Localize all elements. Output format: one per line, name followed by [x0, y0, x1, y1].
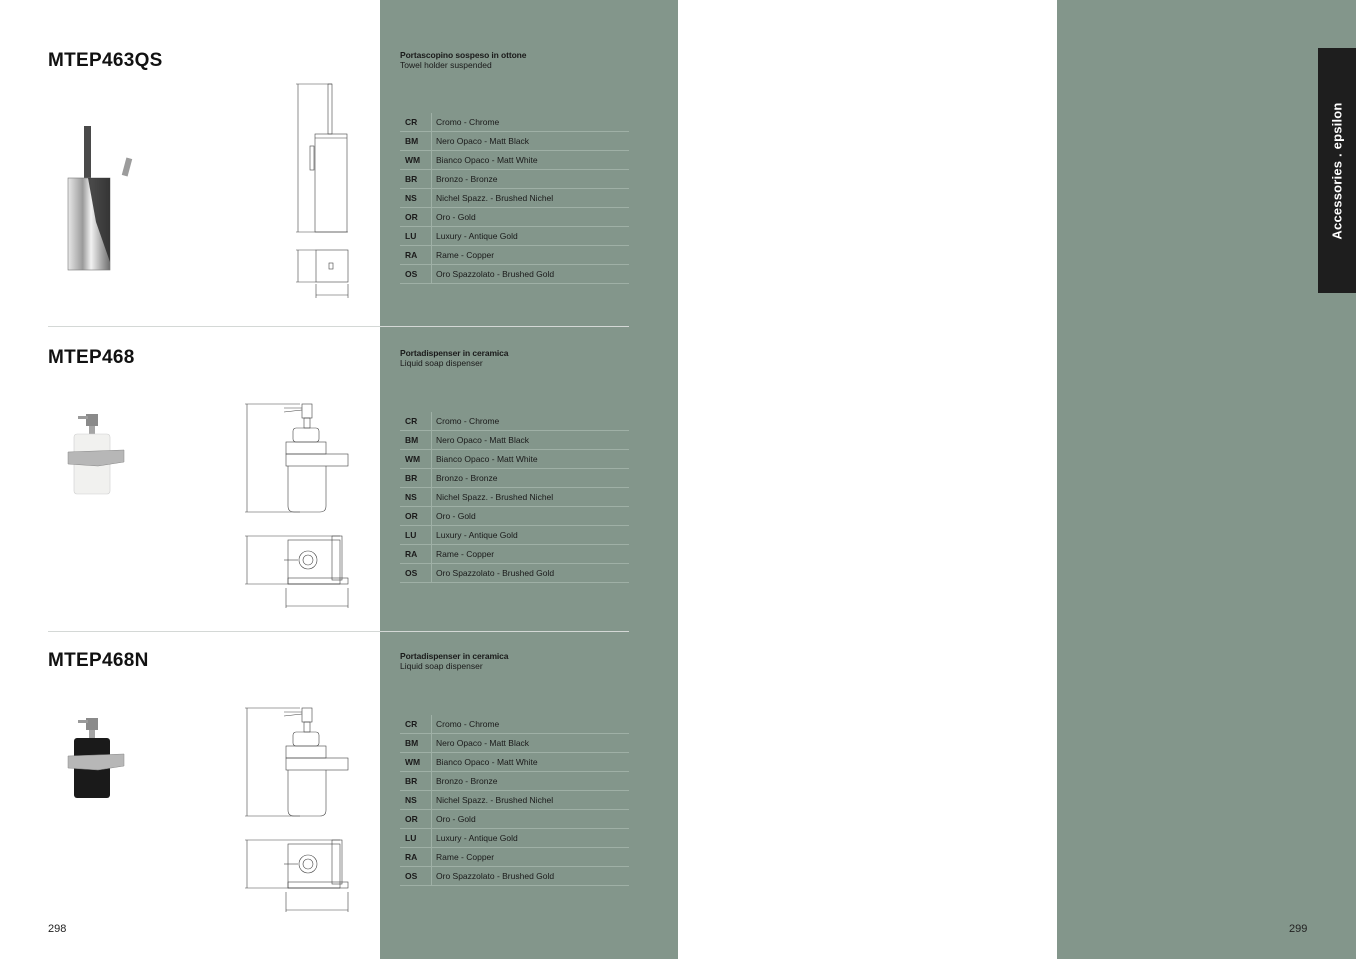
finish-code: LU — [405, 530, 417, 540]
finish-row — [400, 848, 629, 867]
finish-row — [400, 170, 629, 189]
product-description — [400, 348, 508, 368]
finish-row — [400, 151, 629, 170]
finish-row — [400, 715, 629, 734]
finish-row — [400, 772, 629, 791]
finish-name: Nero Opaco - Matt Black — [431, 132, 529, 150]
finish-table — [400, 715, 629, 886]
finish-code: LU — [405, 833, 417, 843]
finish-row — [400, 132, 629, 151]
finish-name: Oro Spazzolato - Brushed Gold — [431, 564, 554, 582]
description-english: Liquid soap dispenser — [400, 358, 483, 368]
finish-name: Rame - Copper — [431, 246, 494, 264]
finish-name: Cromo - Chrome — [431, 113, 499, 131]
finish-code: OR — [405, 212, 418, 222]
page-number-right: 299 — [1289, 923, 1308, 935]
product-description — [400, 50, 526, 70]
finish-code: CR — [405, 117, 418, 127]
finish-row — [400, 753, 629, 772]
description-italian: Portadispenser in ceramica — [400, 651, 509, 661]
finish-code: BM — [405, 435, 419, 445]
finish-row — [400, 246, 629, 265]
finish-name: Nichel Spazz. - Brushed Nichel — [431, 791, 553, 809]
finish-code: OR — [405, 814, 418, 824]
finish-row — [400, 526, 629, 545]
finish-code: CR — [405, 719, 418, 729]
product-separator — [48, 631, 629, 632]
finish-row — [400, 469, 629, 488]
finish-row — [400, 208, 629, 227]
finish-name: Luxury - Antique Gold — [431, 526, 518, 544]
finish-row — [400, 507, 629, 526]
finish-name: Oro Spazzolato - Brushed Gold — [431, 265, 554, 283]
finish-code: LU — [405, 231, 417, 241]
finish-code: OS — [405, 871, 418, 881]
finish-name: Oro - Gold — [431, 507, 476, 525]
finish-row — [400, 829, 629, 848]
finish-name: Cromo - Chrome — [431, 412, 499, 430]
finish-name: Bronzo - Bronze — [431, 469, 497, 487]
finish-row — [400, 867, 629, 886]
finish-code: NS — [405, 795, 417, 805]
finish-name: Nero Opaco - Matt Black — [431, 734, 529, 752]
product-photo-soap-dispenser — [66, 410, 130, 498]
technical-drawing — [240, 704, 352, 914]
finish-row — [400, 227, 629, 246]
product-code: MTEP468 — [48, 347, 135, 368]
finish-code: BR — [405, 473, 418, 483]
finish-row — [400, 810, 629, 829]
finish-name: Bronzo - Bronze — [431, 772, 497, 790]
description-english: Towel holder suspended — [400, 60, 492, 70]
finish-name: Nichel Spazz. - Brushed Nichel — [431, 488, 553, 506]
finish-name: Bianco Opaco - Matt White — [431, 450, 538, 468]
finish-row — [400, 450, 629, 469]
finish-code: BR — [405, 174, 418, 184]
finish-name: Rame - Copper — [431, 848, 494, 866]
finish-name: Bronzo - Bronze — [431, 170, 497, 188]
finish-name: Luxury - Antique Gold — [431, 829, 518, 847]
finish-row — [400, 791, 629, 810]
finish-table — [400, 113, 629, 284]
product-photo-soap-dispenser-black — [66, 714, 130, 802]
technical-drawing — [292, 80, 356, 304]
finish-name: Bianco Opaco - Matt White — [431, 151, 538, 169]
finish-code: OR — [405, 511, 418, 521]
section-tab — [1318, 48, 1356, 293]
product-code: MTEP463QS — [48, 50, 163, 71]
finish-row — [400, 545, 629, 564]
finish-table — [400, 412, 629, 583]
finish-name: Nichel Spazz. - Brushed Nichel — [431, 189, 553, 207]
finish-code: RA — [405, 852, 418, 862]
description-english: Liquid soap dispenser — [400, 661, 483, 671]
finish-row — [400, 488, 629, 507]
finish-name: Oro - Gold — [431, 810, 476, 828]
finish-row — [400, 265, 629, 284]
finish-code: RA — [405, 549, 418, 559]
finish-code: BM — [405, 136, 419, 146]
finish-name: Cromo - Chrome — [431, 715, 499, 733]
finish-row — [400, 564, 629, 583]
finish-name: Rame - Copper — [431, 545, 494, 563]
page-number-left: 298 — [48, 923, 67, 935]
finish-code: WM — [405, 155, 421, 165]
finish-row — [400, 189, 629, 208]
description-italian: Portascopino sospeso in ottone — [400, 50, 527, 60]
finish-code: OS — [405, 269, 418, 279]
product-code: MTEP468N — [48, 650, 149, 671]
technical-drawing — [240, 400, 352, 610]
finish-row — [400, 113, 629, 132]
finish-code: BM — [405, 738, 419, 748]
finish-name: Oro - Gold — [431, 208, 476, 226]
finish-name: Luxury - Antique Gold — [431, 227, 518, 245]
finish-code: RA — [405, 250, 418, 260]
section-tab-label: Accessories . epsilon — [1329, 101, 1345, 240]
product-photo-brush-holder — [64, 122, 136, 274]
finish-row — [400, 412, 629, 431]
finish-code: NS — [405, 193, 417, 203]
description-italian: Portadispenser in ceramica — [400, 348, 509, 358]
finish-code: OS — [405, 568, 418, 578]
finish-code: WM — [405, 757, 421, 767]
product-separator — [48, 326, 629, 327]
finish-name: Nero Opaco - Matt Black — [431, 431, 529, 449]
finish-name: Bianco Opaco - Matt White — [431, 753, 538, 771]
finish-code: BR — [405, 776, 418, 786]
finish-row — [400, 734, 629, 753]
finish-code: WM — [405, 454, 421, 464]
finish-code: NS — [405, 492, 417, 502]
finish-name: Oro Spazzolato - Brushed Gold — [431, 867, 554, 885]
finish-row — [400, 431, 629, 450]
product-description — [400, 651, 508, 671]
finish-panel-right — [1057, 0, 1356, 959]
finish-code: CR — [405, 416, 418, 426]
